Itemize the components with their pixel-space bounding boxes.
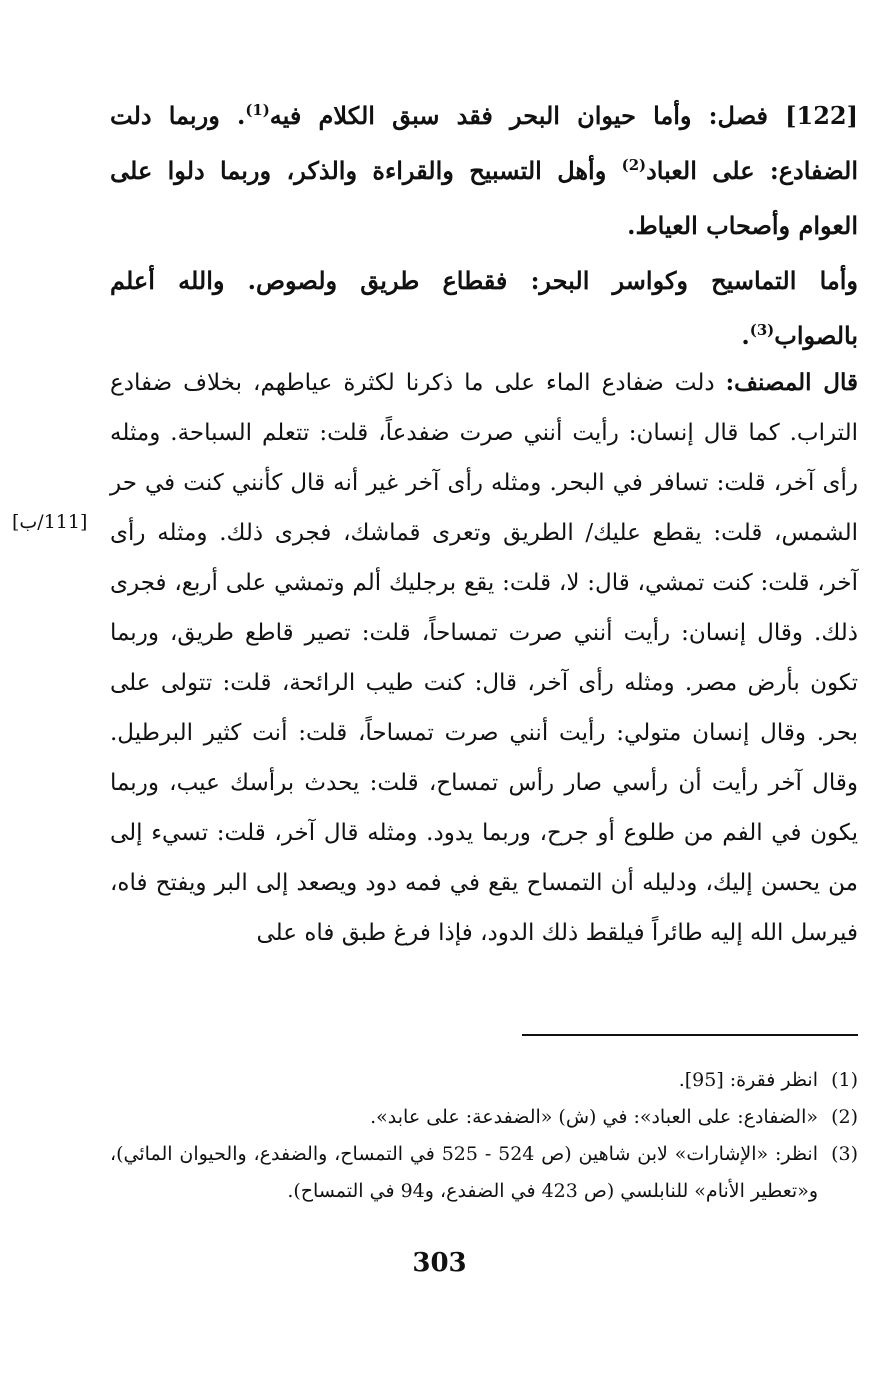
footnote bbox=[110, 1136, 858, 1210]
footnotes bbox=[110, 1062, 858, 1210]
footnote-number: (3) bbox=[831, 1143, 858, 1165]
paragraph-author-commentary bbox=[110, 358, 858, 958]
footnote-text: انظر فقرة: [95]. bbox=[678, 1069, 818, 1091]
page-number: 303 bbox=[412, 1248, 467, 1278]
author-label: قال المصنف: bbox=[725, 369, 858, 396]
footnote-number: (1) bbox=[831, 1069, 858, 1091]
paragraph-text: . وربما دلت الضفادع: على العباد bbox=[110, 101, 858, 185]
paragraph-text: دلت ضفادع الماء على ما ذكرنا لكثرة عياطهم، بخلاف ضفادع التراب. كما قال إنسان: رأيت أنني صرت ضفدعاً، قلت: تتعلم السباحة. ومثله رأى آخر، قلت: تسافر في البحر. ومثله رأى آخر غير أنه قال كأنني كنت في حر الشمس، قلت: يقطع عليك/ الطريق وتعرى قماشك، فجرى ذلك. ومثله رأى آخر، قلت: كنت تمشي، قال: لا، قلت: يقع برجليك ألم وتمشي على أربع، فجرى ذلك. وقال إنسان: رأيت أنني صرت تمساحاً، قلت: تصير قاطع طريق، وربما تكون بأرض مصر. ومثله رأى آخر، قال: كنت طيب الرائحة، قلت: تتولى على بحر. وقال إنسان متولي: رأيت أنني صرت تمساحاً، قلت: أنت كثير البرطيل. وقال آخر رأيت أن رأسي صار رأس تمساح، قلت: يحدث برأسك عيب، وربما يكون في الفم من طلوع أو جرح، وربما يدود. ومثله قال آخر، قلت: تسيء إلى من يحسن إليك، ودليله أن التمساح يقع في فمه دود ويصعد إلى البر ويفتح فاه، فيرسل الله إليه طائراً فيلقط ذلك الدود، فإذا فرغ طبق فاه على bbox=[110, 370, 858, 946]
paragraph-crocodiles bbox=[110, 253, 858, 363]
paragraph-text: وأما التماسيح وكواسر البحر: فقطاع طريق ولصوص. والله أعلم بالصواب bbox=[110, 266, 858, 350]
paragraph-text: . bbox=[741, 321, 750, 350]
footnote-number: (2) bbox=[831, 1106, 858, 1128]
manuscript-folio-reference: [111/ب] bbox=[12, 511, 88, 533]
paragraph-text: وأما حيوان البحر فقد سبق الكلام فيه bbox=[269, 101, 709, 130]
paragraph-chapter-intro bbox=[110, 88, 858, 253]
footnote bbox=[110, 1062, 858, 1099]
footnote bbox=[110, 1099, 858, 1136]
footnote-text: انظر: «الإشارات» لابن شاهين (ص 524 - 525 في التمساح، والضفدع، والحيوان المائي)، و«تعطير الأنام» للنابلسي (ص 423 في الضفدع، و94 في التمساح). bbox=[110, 1143, 819, 1202]
section-label: فصل: bbox=[708, 101, 768, 130]
paragraph-text: وأهل التسبيح والقراءة والذكر، وربما دلوا على العوام وأصحاب العياط. bbox=[110, 156, 858, 240]
footnote-marker[interactable]: (2) bbox=[621, 156, 647, 174]
footnote-separator bbox=[522, 1034, 858, 1036]
footnote-marker[interactable]: (1) bbox=[245, 101, 270, 119]
paragraph-reference: [122] bbox=[785, 101, 858, 130]
footnote-marker[interactable]: (3) bbox=[749, 321, 775, 339]
footnote-text: «الضفادع: على العباد»: في (ش) «الضفدعة: على عابد». bbox=[370, 1106, 818, 1128]
